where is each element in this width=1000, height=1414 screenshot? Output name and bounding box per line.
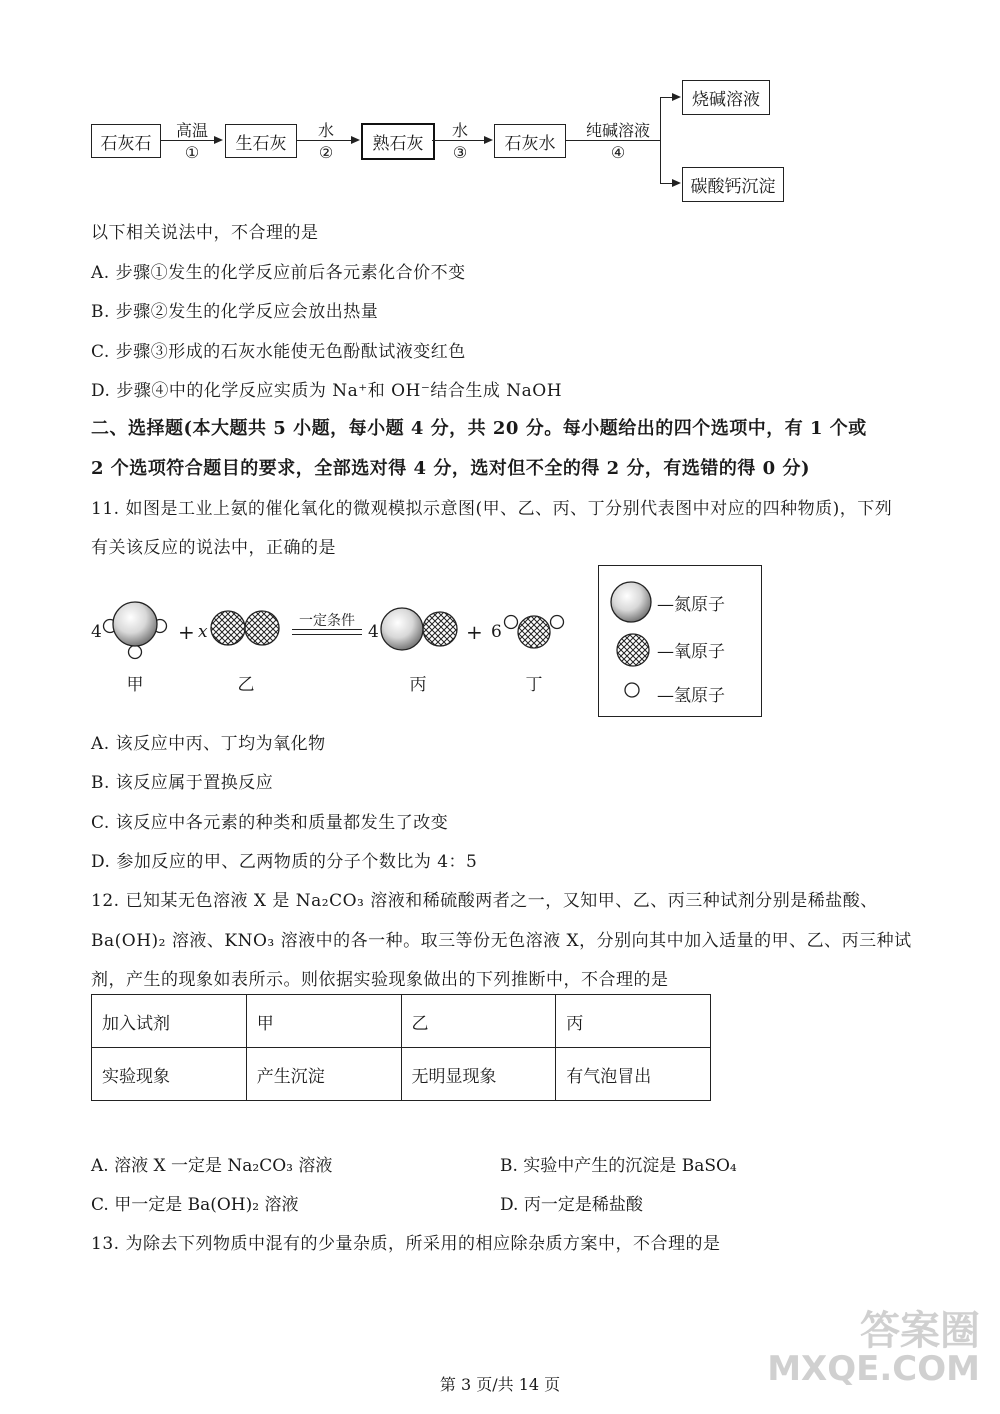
arrow2-label: 水	[317, 121, 334, 140]
nitrogen-atom-icon	[609, 580, 653, 624]
page-footer: 第 3 页/共 14 页	[439, 1375, 561, 1394]
arrow3-step: ③	[452, 143, 468, 162]
table-cell: 加入试剂	[92, 995, 247, 1048]
watermark-line1: 答案圈	[860, 1308, 980, 1354]
table-cell: 甲	[246, 995, 401, 1048]
label-bing: 丙	[409, 675, 427, 695]
legend-oxygen: —氧原子	[657, 642, 725, 662]
section2-title-line2: 2 个选项符合题目的要求，全部选对得 4 分，选对但不全的得 2 分，有选错的得 0 分)	[91, 458, 810, 479]
reaction-condition: 一定条件	[299, 613, 355, 629]
label-yi: 乙	[237, 675, 255, 695]
hydrogen-atom-icon	[622, 680, 642, 700]
flow-node-caustic-soda: 烧碱溶液	[682, 80, 770, 115]
q12-stem-line2: Ba(OH)₂ 溶液、KNO₃ 溶液中的各一种。取三等份无色溶液 X，分别向其中加入适量的甲、乙、丙三种试	[91, 931, 912, 951]
q11-option-a: A. 该反应中丙、丁均为氧化物	[91, 734, 326, 754]
molecule-h2o	[501, 610, 567, 652]
flow-node-limewater: 石灰水	[494, 124, 566, 158]
arrow3-label: 水	[451, 121, 468, 140]
table-cell: 丙	[556, 995, 711, 1048]
q10-option-b: B. 步骤②发生的化学反应会放出热量	[91, 302, 379, 322]
label-ding: 丁	[525, 675, 543, 695]
plus-2: +	[466, 620, 483, 644]
q11-stem-line1: 11. 如图是工业上氨的催化氧化的微观模拟示意图(甲、乙、丙、丁分别代表图中对应的四种物质)，下列	[91, 499, 893, 519]
q12-stem-line3: 剂，产生的现象如表所示。则依据实验现象做出的下列推断中，不合理的是	[91, 970, 669, 990]
molecule-o2	[210, 608, 282, 648]
oxygen-atom-icon	[615, 632, 651, 668]
table-row	[92, 995, 711, 1048]
arrow1-step: ①	[184, 143, 200, 162]
q10-option-a: A. 步骤①发生的化学反应前后各元素化合价不变	[91, 263, 466, 283]
plus-1: +	[178, 620, 195, 644]
table-cell: 无明显现象	[401, 1048, 556, 1101]
q11-option-b: B. 该反应属于置换反应	[91, 773, 274, 793]
watermark-line2: MXQE.COM	[767, 1349, 980, 1389]
arrow2-step: ②	[318, 143, 334, 162]
experiment-table	[91, 994, 711, 1101]
label-jia: 甲	[126, 675, 144, 695]
molecule-nh3	[100, 598, 170, 662]
coef-jia: 4	[91, 622, 102, 642]
q11-option-d: D. 参加反应的甲、乙两物质的分子个数比为 4：5	[91, 852, 478, 872]
arrow1-label: 高温	[175, 121, 208, 140]
arrow4-label: 纯碱溶液	[585, 121, 650, 140]
q11-option-c: C. 该反应中各元素的种类和质量都发生了改变	[91, 813, 449, 833]
flow-node-slaked-lime: 熟石灰	[361, 123, 435, 160]
q10-option-d: D. 步骤④中的化学反应实质为 Na⁺和 OH⁻结合生成 NaOH	[91, 381, 563, 401]
section2-title-line1: 二、选择题(本大题共 5 小题，每小题 4 分，共 20 分。每小题给出的四个选项中，有 1 个或	[91, 418, 867, 439]
q12-option-d: D. 丙一定是稀盐酸	[500, 1195, 643, 1215]
q12-stem-line1: 12. 已知某无色溶液 X 是 Na₂CO₃ 溶液和稀硫酸两者之一，又知甲、乙、丙三种试剂分别是稀盐酸、	[91, 891, 878, 911]
arrow4-step: ④	[610, 143, 626, 162]
table-cell: 实验现象	[92, 1048, 247, 1101]
q11-stem-line2: 有关该反应的说法中，正确的是	[91, 538, 336, 558]
q13-stem: 13. 为除去下列物质中混有的少量杂质，所采用的相应除杂质方案中，不合理的是	[91, 1234, 721, 1254]
q12-option-c: C. 甲一定是 Ba(OH)₂ 溶液	[91, 1195, 299, 1215]
flow-node-limestone: 石灰石	[91, 124, 161, 158]
flow-node-quicklime: 生石灰	[225, 124, 297, 158]
coef-bing: 4	[368, 622, 379, 642]
coef-yi: x	[198, 622, 208, 642]
coef-ding: 6	[491, 622, 502, 642]
table-row	[92, 1048, 711, 1101]
legend-nitrogen: —氮原子	[657, 595, 725, 615]
table-cell: 有气泡冒出	[556, 1048, 711, 1101]
q10-stem: 以下相关说法中，不合理的是	[91, 223, 319, 243]
legend-hydrogen: —氢原子	[657, 686, 725, 706]
table-cell: 乙	[401, 995, 556, 1048]
flow-node-calcium-carbonate: 碳酸钙沉淀	[682, 167, 784, 202]
legend-box	[598, 565, 762, 717]
molecule-no	[378, 606, 460, 652]
table-cell: 产生沉淀	[246, 1048, 401, 1101]
q12-option-a: A. 溶液 X 一定是 Na₂CO₃ 溶液	[91, 1156, 333, 1176]
q10-option-c: C. 步骤③形成的石灰水能使无色酚酞试液变红色	[91, 342, 466, 362]
q12-option-b: B. 实验中产生的沉淀是 BaSO₄	[500, 1156, 737, 1176]
